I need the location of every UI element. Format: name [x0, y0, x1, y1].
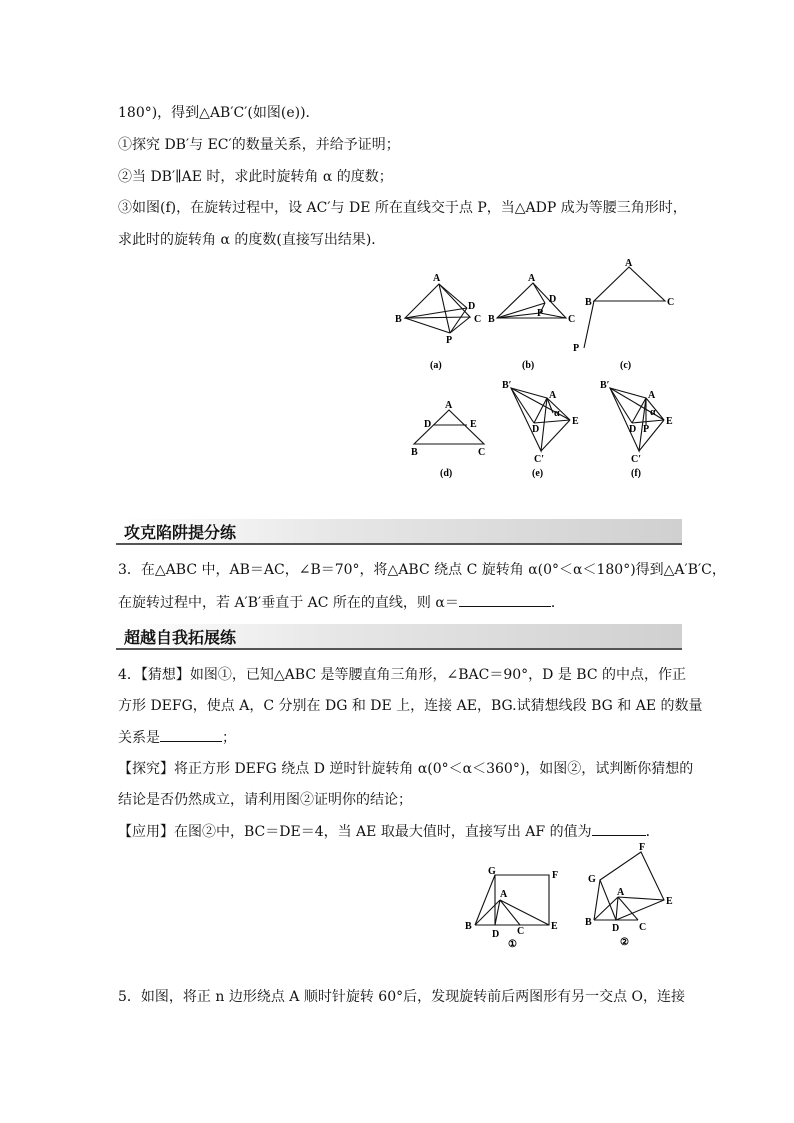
section-title-2: 超越自我拓展练 [124, 628, 237, 647]
fig-a-label-D: D [468, 301, 476, 312]
fig-d-label-D: D [424, 419, 432, 430]
q3-line-1: 3．在△ABC 中，AB＝AC，∠B＝70°，将△ABC 绕点 C 旋转角 α(0°＜α＜180°)得到△A′B′C， [118, 562, 726, 578]
q2-line-1: 180°)，得到△AB′C′(如图(e))． [118, 105, 320, 121]
fig-a-label-A: A [433, 273, 441, 284]
fig-b-label-D: D [549, 294, 557, 305]
q4-line-3-text: 关系是 [118, 730, 160, 746]
figure-2 [585, 842, 673, 948]
fig-2-label-G: G [588, 874, 596, 885]
fig-2-label-A: A [617, 887, 625, 898]
fig-2-caption: ② [620, 937, 629, 948]
fig-b-caption: (b) [522, 360, 535, 371]
fig-a-label-P: P [446, 335, 453, 346]
fig-e-label-D: D [532, 424, 540, 435]
fig-1-label-G: G [488, 866, 496, 877]
fig-1-caption: ① [508, 939, 517, 950]
fig-a-label-C: C [474, 314, 482, 325]
fig-b-label-B: B [488, 314, 495, 325]
q4-line-5: 结论是否仍然成立，请利用图②证明你的结论； [118, 792, 412, 808]
fig-1-label-B: B [465, 921, 472, 932]
fig-d-label-A: A [445, 400, 453, 411]
fig-a-label-B: B [395, 314, 402, 325]
fig-e-label-A: A [549, 390, 557, 401]
q4-line-6-text: 【应用】在图②中，BC＝DE＝4，当 AE 取最大值时，直接写出 AF 的值为 [118, 824, 592, 840]
fig-2-label-E: E [666, 896, 673, 907]
q3-line-2-end: ． [550, 595, 565, 611]
fig-1-label-F: F [552, 870, 559, 881]
q5-line-1: 5．如图，将正 n 边形绕点 A 顺时针旋转 60°后，发现旋转前后两图形有另一交点 O，连接 [118, 989, 686, 1005]
fig-e-label-alpha: α [554, 408, 560, 419]
q2-line-3: ②当 DB′∥AE 时，求此时旋转角 α 的度数； [118, 169, 393, 185]
fig-d-label-C: C [478, 447, 486, 458]
fig-d-label-B: B [411, 447, 418, 458]
q2-line-2: ①探究 DB′与 EC′的数量关系，并给予证明； [118, 137, 400, 153]
fig-2-label-C: C [639, 922, 647, 933]
fig-1-label-D: D [492, 929, 500, 940]
fig-2-label-B: B [585, 917, 592, 928]
fig-e-caption: (e) [532, 468, 544, 479]
fig-f-label-Cp: C′ [631, 454, 642, 465]
fig-2-label-F: F [639, 842, 646, 853]
fig-b-label-C: C [568, 314, 576, 325]
fig-f-label-D: D [629, 424, 637, 435]
fig-c-label-B: B [585, 297, 592, 308]
figure-1 [465, 866, 558, 950]
fig-b-label-P: P [537, 308, 544, 319]
q4-line-3-end: ； [222, 730, 236, 746]
fig-1-label-C: C [517, 926, 525, 937]
q4-line-1: 4．【猜想】如图①，已知△ABC 是等腰直角三角形，∠BAC＝90°，D 是 BC 的中点，作正 [118, 667, 686, 683]
fig-f-label-Bp: B′ [600, 380, 610, 391]
fig-f-label-alpha: α [650, 407, 656, 418]
fig-1-label-A: A [500, 889, 508, 900]
q2-line-5: 求此时的旋转角 α 的度数(直接写出结果)． [118, 232, 386, 248]
fig-d-caption: (d) [440, 468, 453, 479]
q4-line-2: 方形 DEFG，使点 A，C 分别在 DG 和 DE 上，连接 AE，BG.试猜想线段 BG 和 AE 的数量 [118, 698, 703, 714]
fig-e-label-Bp: B′ [502, 380, 512, 391]
fig-f-label-E: E [666, 416, 673, 427]
q4-line-6-end: ． [645, 824, 660, 840]
fig-c-caption: (c) [620, 360, 632, 371]
q4-line-4: 【探究】将正方形 DEFG 绕点 D 逆时针旋转角 α(0°＜α＜360°)，如图②，试判断你猜想的 [118, 761, 694, 777]
section-title-1: 攻克陷阱提分练 [124, 523, 237, 542]
q3-line-2-text: 在旋转过程中，若 A′B′垂直于 AC 所在的直线，则 α＝ [118, 595, 459, 611]
fig-f-label-P: P [643, 424, 650, 435]
fig-b-label-A: A [528, 273, 536, 284]
fig-e-label-Cp: C′ [534, 454, 545, 465]
fig-f-label-A: A [648, 390, 656, 401]
fig-d-label-E: E [470, 419, 477, 430]
fig-a-caption: (a) [430, 360, 442, 371]
fig-e-label-E: E [572, 416, 579, 427]
fig-f-caption: (f) [631, 468, 641, 479]
fig-c-label-A: A [625, 258, 633, 269]
fig-c-label-P: P [573, 343, 580, 354]
fig-2-label-D: D [612, 923, 620, 934]
fig-c-label-C: C [667, 297, 675, 308]
fig-1-label-E: E [551, 921, 558, 932]
q2-line-4: ③如图(f)，在旋转过程中，设 AC′与 DE 所在直线交于点 P，当△ADP 成为等腰三角形时， [118, 200, 687, 216]
